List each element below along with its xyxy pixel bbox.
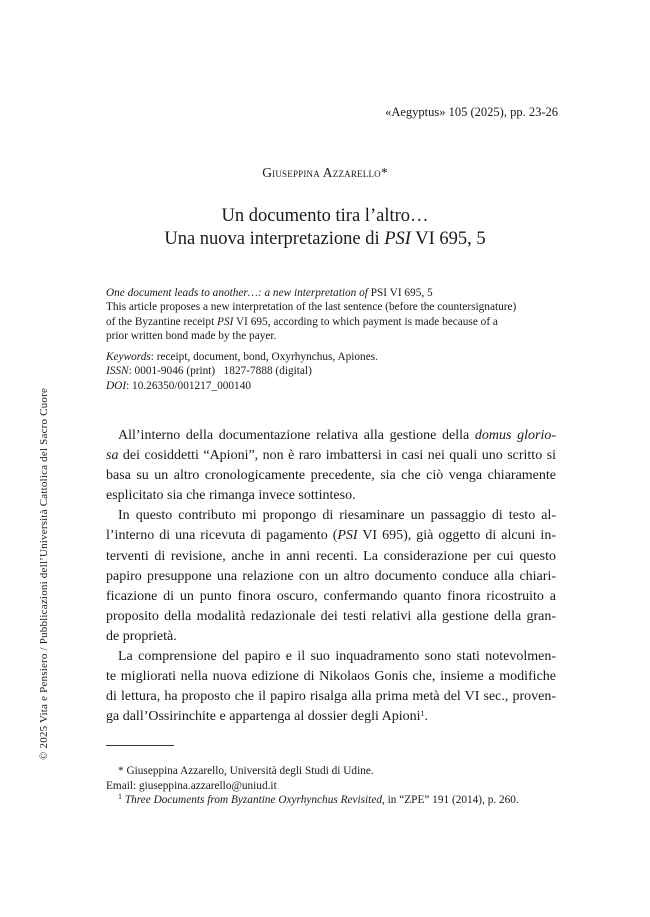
abstract-line: of the Byzantine receipt PSI VI 695, according to which payment is made because of a [106,315,498,328]
article-metadata [106,350,556,393]
body-line: di lettura, ha proposto che il papiro risalga alla prima metà del VI sec., proven- [106,689,556,705]
body-line: basa su un altro cronologicamente precedente, sia che ciò venga chiaramente [106,468,556,484]
doi: DOI: 10.26350/001217_000140 [106,379,251,392]
footnote-1: $^1$ Three Documents from Byzantine Oxyrhynchus Revisited, in “ZPE” 191 (2014), p. 260. [118,792,519,807]
keywords: Keywords: receipt, document, bond, Oxyrhynchus, Apiones. [106,351,378,363]
body-text [106,426,556,727]
body-line: La comprensione del papiro e il suo inquadramento sono stati notevolmen- [118,649,556,665]
abstract-english-title: One document leads to another…: a new interpretation of PSI VI 695, 5 [106,287,433,299]
article-title [0,205,650,251]
running-head: «Aegyptus» 105 (2025), pp. 23-26 [385,105,558,119]
body-line: ficazione di un punto finora oscuro, confermando quanto finora ricostruito a [106,588,556,604]
abstract-line: prior written bond made by the payer. [106,329,277,342]
body-line: terventi di revisione, anche in anni recenti. La considerazione per cui questo [106,548,556,564]
body-line: ga dall’Ossirinchite e appartenga al dossier degli Apioni$^1$. [106,709,429,725]
footnotes [106,764,566,808]
author-affiliation-note: * Giuseppina Azzarello, Università degli Studi di Udine. [118,765,374,777]
footnote-ref-1[interactable]: 1 [420,709,425,719]
body-line: proposito della modalità redazionale dei testi relativi alla gestione della gran- [106,608,556,624]
abstract [106,286,556,343]
copyright-side-text: © 2025 Vita e Pensiero / Pubblicazioni dell’Università Cattolica del Sacro Cuore [38,387,50,760]
body-line: In questo contributo mi propongo di riesaminare un passaggio di testo al- [118,508,556,524]
title-line-1: Un documento tira l’altro… [221,206,429,226]
body-line: esplicitato sia che rimanga invece sottinteso. [106,488,356,504]
body-line: l’interno di una ricevuta di pagamento (PSI VI 695), già oggetto di alcuni in- [106,528,556,544]
abstract-line: This article proposes a new interpretation of the last sentence (before the countersignature) [106,301,517,314]
author-name: Giuseppina Azzarello* [262,165,388,180]
issn: ISSN: 0001-9046 (print) 1827-7888 (digital) [106,365,312,378]
body-line: de proprietà. [106,628,177,644]
body-line: papiro presuppone una relazione con un altro documento conduce alla chiari- [106,568,556,584]
body-line: te migliorati nella nuova edizione di Nikolaos Gonis che, insieme a modifiche [106,669,556,685]
footnote-divider [106,745,174,746]
body-line: All’interno della documentazione relativa alla gestione della domus glorio- [118,428,556,443]
title-line-2: Una nuova interpretazione di PSI VI 695, 5 [164,229,486,249]
author-email: Email: giuseppina.azzarello@uniud.it [106,779,277,792]
body-line: sa dei cosiddetti “Apioni”, non è raro imbattersi in casi nei quali uno scritto si [106,448,556,464]
